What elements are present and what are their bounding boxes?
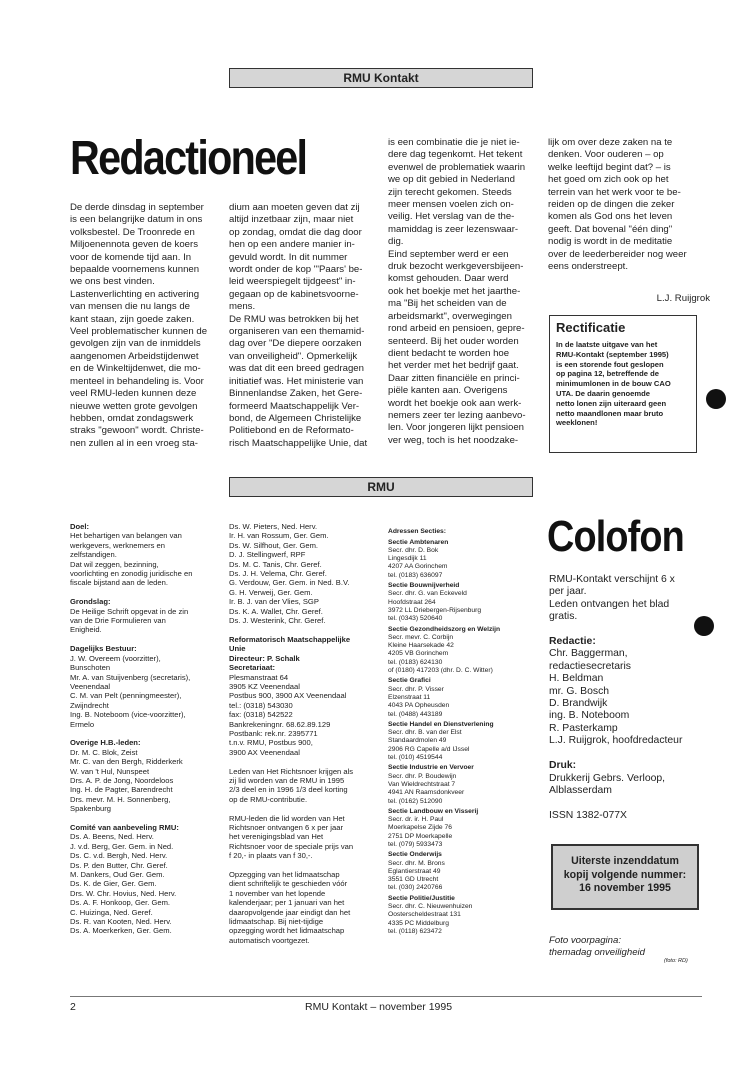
colofon-intro: RMU-Kontakt verschijnt 6 x per jaar. Leden ontvangen het blad gratis.	[549, 574, 675, 623]
registration-mark	[694, 616, 714, 636]
rmu-banner	[229, 477, 533, 497]
section-address: Secr. dhr. G. van Eckeveld Hoofdstraat 264 3972 LL Driebergen-Rijsenburg tel. (0343) 520640	[388, 590, 482, 623]
section-address: Secr. dhr. C. Nieuwenhuizen Oosterscheldestraat 131 4335 PC Middelburg tel. (0118) 623472	[388, 903, 473, 935]
section-name: Sectie Landbouw en Visserij	[388, 807, 479, 815]
secretariaat-address: Plesmanstraat 64 3905 KZ Veenendaal Postbus 900, 3900 AX Veenendaal tel.: (0318) 543030 fax: (0318) 542522 Bankrekeningnr. 68.62.89.129 Postbank: rek.nr. 2395771 t.n.v. RMU, Postbus 900, 3900 AX Veenendaal	[229, 672, 347, 757]
section-entry	[388, 677, 538, 718]
section-address: Secr. dhr. P. Boudewijn Van Wieldrechtstraat 7 4941 AN Raamsdonkveer tel. (0162) 512090	[388, 772, 465, 805]
redactie-heading: Redactie:	[549, 636, 596, 648]
deadline-box	[551, 844, 699, 910]
section-name: Sectie Handel en Dienstverlening	[388, 720, 494, 728]
editorial-column-4: lijk om over deze zaken na te denken. Voor ouderen – op welke leeftijd begint dat? – is het goed om zich ook op het terrein van het werk voor te be- reiden op de dingen die zeker komen als God ons het leven geeft. Dat bovenal "één ding" nodig is wordt in de meditatie over de leederbereider nog weer eens onderstreept.	[548, 137, 687, 273]
section-name: Sectie Bouwnijverheid	[388, 582, 460, 590]
colofon-title: Colofon	[547, 512, 684, 561]
rmu-banner-label: RMU	[367, 480, 395, 494]
section-entry	[388, 808, 538, 849]
photo-caption: Foto voorpagina: themadag onveiligheid	[549, 935, 646, 958]
directeur: Directeur: P. Schalk	[229, 653, 300, 663]
bestuur-heading: Dagelijks Bestuur:	[70, 644, 137, 654]
page-number: 2	[70, 1001, 76, 1013]
editorial-column-2: dium aan moeten geven dat zij altijd inzetbaar zijn, maar niet op zondag, omdat die dag door hen op een andere manier in- gevuld wordt. In dit nummer wordt onder de kop "'Paars' be- leid weerspiegelt tijdgeest" in- gegaan op de kabinetsvoorne- mens. De RMU was betrokken bij het organiseren van een themamid- dag over "De diepere oorzaken van onveiligheid". Opmerkelijk was dat dit een breed gedragen initiatief was. Het ministerie van Binnenlandse Zaken, het Gere- formeerd Maatschappelijk Ver- bond, de Algemeen Christelijke Politiebond en de Reformato- risch Maatschappelijke Unie, dat	[229, 202, 368, 449]
section-entry	[388, 764, 538, 805]
druk-text: Drukkerij Gebrs. Verloop, Alblasserdam	[549, 772, 666, 796]
section-address: Secr. dhr. P. Visser Elzenstraat 11 4043 PA Opheusden tel. (0488) 443189	[388, 685, 450, 718]
editorial-column-1: De derde dinsdag in september is een belangrijke datum in ons volksbestel. De Troonrede en Miljoenennota geven de koers voor de komende tijd aan. In bepaalde voornemens kunnen we ons best vinden. Lastenverlichting en activering van mensen die nu langs de kant staan, zijn goede zaken. Veel problematischer kunnen de gevolgen zijn van de inmiddels aangenomen Arbeidstijdenwet en de Winkeltijdenwet, die mo- menteel in behandeling is. Voor veel RMU-leden kunnen deze nieuwe wetten grote gevolgen hebben, omdat zondagswerk straks "gewoon" wordt. Christe- nen zullen al in een vroeg sta-	[70, 202, 208, 449]
section-entry	[388, 895, 538, 936]
section-entry	[388, 721, 538, 762]
section-name: Sectie Onderwijs	[388, 851, 442, 859]
section-address: Secr. dhr. D. Bok Lingesdijk 11 4207 AA Gorinchem tel. (0183) 636097	[388, 546, 448, 579]
deadline-text: Uiterste inzenddatum kopij volgende nummer: 16 november 1995	[563, 855, 687, 895]
footer-rule	[70, 996, 702, 997]
comite-list: Ds. A. Beens, Ned. Herv. J. v.d. Berg, Ger. Gem. in Ned. Ds. C. v.d. Bergh, Ned. Herv. Ds. P. den Butter, Chr. Geref. M. Dankers, Oud Ger. Gem. Ds. K. de Gier, Ger. Gem. Drs. W. Chr. Hovius, Ned. Herv. Ds. A. F. Honkoop, Ger. Gem. C. Huizinga, Ned. Geref. Ds. R. van Kooten, Ned. Herv. Ds. A. Moerkerken, Ger. Gem.	[70, 832, 177, 936]
comite-heading: Comité van aanbeveling RMU:	[70, 823, 179, 832]
rectification-title: Rectificatie	[556, 320, 626, 335]
sections-column	[388, 520, 538, 945]
section-address: Secr. mevr. C. Corbijn Kleine Haarsekade 42 4205 VB Gorinchem tel. (0183) 624130 of (0180) 417203 (dhr. D. C. Witter)	[388, 633, 493, 675]
bestuur-list: J. W. Overeem (voorzitter), Bunschoten Mr. A. van Stuijvenberg (secretaris), Veenendaal C. M. van Pelt (penningmeester), Zwijndrecht Ing. B. Noteboom (vice-voorzitter), Ermelo	[70, 653, 191, 729]
top-banner-label: RMU Kontakt	[343, 71, 419, 85]
section-entry	[388, 582, 538, 623]
opzegging-note: Opzegging van het lidmaatschap dient schriftelijk te geschieden vóór 1 november van het lopende kalenderjaar; per 1 januari van het daaropvolgende jaar eindigt dan het lidmaatschap. Bij niet-tijdige opzegging wordt het lidmaatschap automatisch voortgezet.	[229, 870, 351, 945]
grondslag-heading: Grondslag:	[70, 597, 111, 607]
richtsnoer-note: Leden van Het Richtsnoer krijgen als zij lid worden van de RMU in 1995 2/3 deel en in 1996 1/3 deel korting op de RMU-contributie.	[229, 766, 354, 804]
section-address: Secr. dhr. B. van der Elst Standaardmolen 49 2906 RG Capelle a/d IJssel tel. (010) 4519544	[388, 729, 470, 762]
doel-heading: Doel:	[70, 522, 89, 531]
grondslag-text: De Heilige Schrift opgevat in de zin van de Drie Formulieren van Enigheid.	[70, 606, 189, 635]
section-name: Sectie Politie/Justitie	[388, 894, 455, 902]
editorial-signature: L.J. Ruijgrok	[656, 293, 710, 304]
rmu-info-column-1	[70, 522, 225, 936]
footer-issue: RMU Kontakt – november 1995	[305, 1001, 453, 1013]
kontakt-note: RMU-leden die lid worden van Het Richtsnoer ontvangen 6 x per jaar het verenigingsblad van Het Richtsnoer voor de speciale prijs van f 20,- in plaats van f 30,-.	[229, 813, 354, 861]
sections-list	[388, 539, 538, 937]
hb-heading: Overige H.B.-leden:	[70, 738, 141, 748]
section-name: Sectie Industrie en Vervoer	[388, 764, 474, 772]
section-address: Secr. dr. ir. H. Paul Moerkapelse Zijde 76 2751 DP Moerkapelle tel. (079) 5933473	[388, 816, 453, 848]
unie-heading: Reformatorisch Maatschappelijke Unie	[229, 634, 351, 654]
section-name: Sectie Ambtenaren	[388, 538, 449, 546]
section-name: Sectie Gezondheidszorg en Welzijn	[388, 625, 501, 633]
issn: ISSN 1382-077X	[549, 809, 627, 821]
druk-heading: Druk:	[549, 760, 577, 772]
section-entry	[388, 539, 538, 580]
section-entry	[388, 851, 538, 892]
photo-credit: (foto: RD)	[664, 958, 688, 964]
section-address: Secr. dhr. M. Brons Eglantierstraat 49 3551 GD Utrecht tel. (030) 2420766	[388, 859, 445, 892]
secretariaat-heading: Secretariaat:	[229, 663, 276, 673]
hb-list: Dr. M. C. Blok, Zeist Mr. C. van den Bergh, Ridderkerk W. van 't Hul, Nunspeet Drs. A. P. de Jong, Noordeloos Ing. H. de Pagter, Barendrecht Drs. mevr. M. H. Sonnenberg, Spakenburg	[70, 747, 183, 814]
section-entry	[388, 626, 538, 676]
rmu-info-column-2	[229, 522, 381, 945]
sections-heading: Adressen Secties:	[388, 528, 446, 536]
editorial-column-3: is een combinatie die je niet ie- dere dag tegenkomt. Het tekent evenwel de problematiek waarin we op dit gebied in Nederland zijn terecht gekomen. Steeds meer mensen voelen zich on- veilig. Het verslag van de the- mamiddag is zeer lezenswaar- dig. Eind september werd er een druk bezocht werkgeversbijeen- komst gehouden. Daar werd ook het boekje met het jaarthe- ma "Bij het scheiden van de arbeidsmarkt", overwegingen rond arbeid en pensioen, gepre- senteerd. Bij het ouder worden dient bedacht te worden hoe het verder met het bedrijf gaat. Daar zitten financiële en princi- piële kanten aan. Overigens wordt het boekje ook aan werk- nemers zeer ter lezing aanbevo- len. Voor jongeren lijkt pensioen ver weg, toch is het noodzake-	[388, 137, 526, 446]
colofon-info	[549, 574, 709, 822]
editorial-title: Redactioneel	[70, 132, 307, 185]
rectification-body: In de laatste uitgave van het RMU-Kontakt (september 1995) is een storende fout geslopen op pagina 12, betreffende de minimumlonen in de bouw CAO UTA. De daarin genoemde netto lonen zijn uiteraard geen netto maandlonen maar bruto weeklonen!	[556, 340, 671, 428]
doel-text: Het behartigen van belangen van werkgevers, werknemers en zelfstandigen. Dat wil zeggen, bezinning, voorlichting en zonodig juridische en fiscale bijstand aan de leden.	[70, 531, 193, 588]
rectification-box	[549, 315, 697, 453]
redactie-list: Chr. Baggerman, redactiesecretaris H. Beldman mr. G. Bosch D. Brandwijk ing. B. Noteboom R. Pasterkamp L.J. Ruijgrok, hoofdredacteur	[549, 648, 683, 747]
section-name: Sectie Grafici	[388, 677, 431, 685]
top-banner	[229, 68, 533, 88]
comite-list-continued: Ds. W. Pieters, Ned. Herv. Ir. H. van Rossum, Ger. Gem. Ds. W. Silfhout, Ger. Gem. D. J. Stellingwerf, RPF Ds. M. C. Tanis, Chr. Geref. Ds. J. H. Velema, Chr. Geref. G. Verdouw, Ger. Gem. in Ned. B.V. G. H. Verweij, Ger. Gem. Ir. B. J. van der Vlies, SGP Ds. K. A. Wallet, Chr. Geref. Ds. J. Westerink, Chr. Geref.	[229, 522, 350, 626]
registration-mark	[706, 389, 726, 409]
